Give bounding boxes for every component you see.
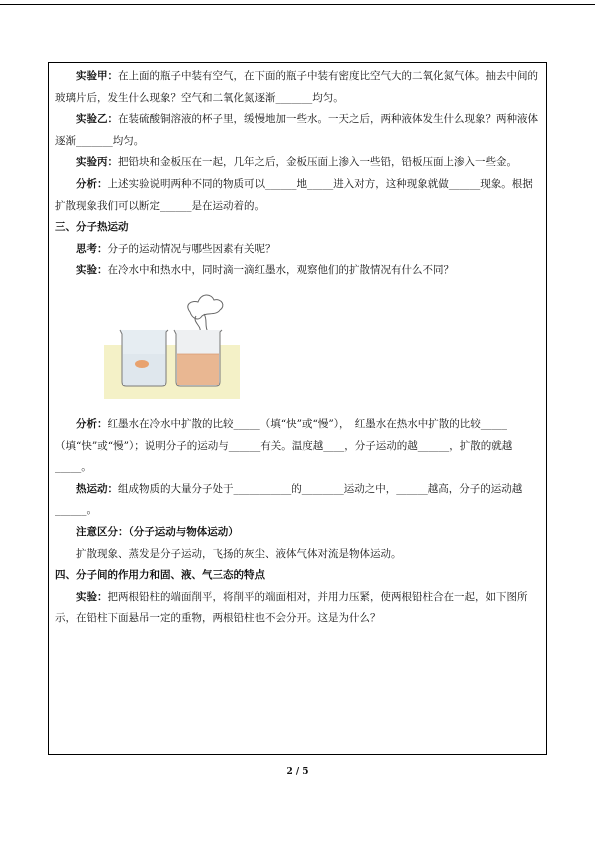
paragraph-think	[55, 239, 541, 261]
text-lead-experiment: 把两根铅柱的端面削平，将削平的端面相对，并用力压紧，使两根铅柱合在一起，如下图所示，在铅柱下面悬吊一定的重物，两根铅柱也不会分开。这是为什么？	[55, 590, 528, 625]
text-analysis-1: 上述实验说明两种不同的物质可以______地_____进入对方，这种现象就做______现象。根据扩散现象我们可以断定______是在运动着的。	[55, 177, 533, 212]
paragraph-exp-c	[55, 152, 541, 174]
text-analysis-2: 红墨水在冷水中扩散的比较_____（填“快”或“慢”）， 红墨水在热水中扩散的比较_____（填“快”或“慢”）；说明分子的运动与______有关。温度越____，分子运动的越______，扩散的就越_____。	[55, 417, 513, 474]
label-thermal-motion: 热运动：	[76, 482, 118, 495]
beakers-illustration	[104, 282, 244, 414]
paragraph-note-detail: 扩散现象、蒸发是分子运动，飞扬的灰尘、液体气体对流是物体运动。	[76, 547, 402, 560]
paragraph-exp-b	[55, 109, 541, 152]
paragraph-exp-a	[55, 66, 541, 109]
label-think: 思考：	[76, 242, 108, 255]
text-note: （分子运动与物体运动）	[128, 525, 239, 538]
paragraph-lead-experiment	[55, 587, 541, 630]
text-exp-a: 在上面的瓶子中装有空气，在下面的瓶子中装有密度比空气大的二氧化氮气体。抽去中间的玻璃片后，发生什么现象？空气和二氧化氮逐渐_______均匀。	[55, 70, 538, 104]
heading-section-3: 三、分子热运动	[55, 221, 129, 234]
label-exp-b: 实验乙：	[76, 113, 118, 126]
text-think: 分子的运动情况与哪些因素有关呢？	[107, 242, 276, 255]
label-analysis-2: 分析：	[76, 417, 108, 430]
label-note: 注意区分：	[76, 525, 129, 538]
header-rule	[0, 4, 595, 5]
paragraph-analysis-1	[55, 174, 541, 217]
label-analysis-1: 分析：	[76, 177, 108, 190]
page-number: 2 / 5	[286, 767, 309, 777]
text-experiment: 在冷水中和热水中，同时滴一滴红墨水，观察他们的扩散情况有什么不同？	[107, 264, 454, 277]
paragraph-thermal-motion	[55, 479, 541, 522]
text-exp-b: 在装硫酸铜溶液的杯子里，缓慢地加一些水。一天之后，两种液体发生什么现象？两种液体逐渐_______均匀。	[55, 113, 538, 147]
paragraph-experiment	[55, 260, 541, 282]
label-lead-experiment: 实验：	[76, 590, 108, 603]
paragraph-analysis-2	[55, 414, 541, 479]
beaker-figure	[104, 282, 541, 414]
label-experiment: 实验：	[76, 264, 108, 277]
paragraph-note	[55, 522, 541, 544]
label-exp-a: 实验甲：	[76, 70, 118, 82]
heading-section-4: 四、分子间的作用力和固、液、气三态的特点	[55, 569, 265, 582]
page-content	[55, 66, 541, 630]
label-exp-c: 实验丙：	[76, 156, 118, 169]
text-thermal-motion: 组成物质的大量分子处于___________的________运动之中，______越高，分子的运动越______。	[55, 482, 523, 517]
text-exp-c: 把铅块和金板压在一起，几年之后，金板压面上渗入一些铅，铅板压面上渗入一些金。	[118, 156, 517, 169]
